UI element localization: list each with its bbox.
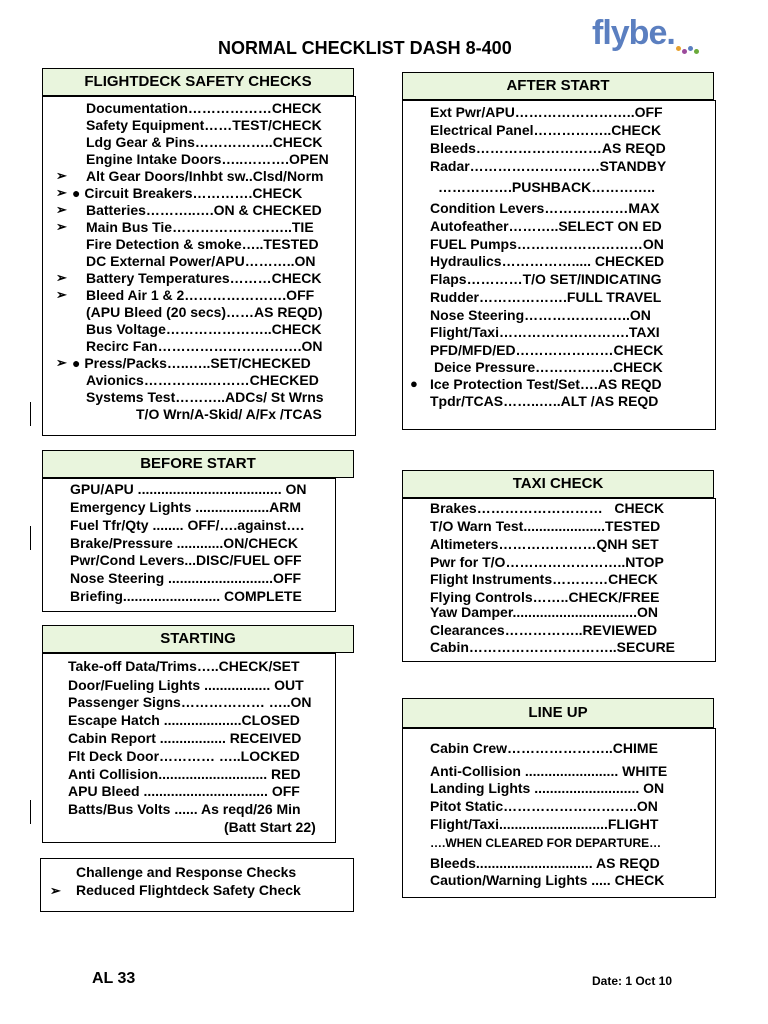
taxi-check-line: Yaw Damper................................ON xyxy=(430,604,658,620)
bullet-dot-icon: ● xyxy=(410,376,418,391)
arrow-bullet-icon: ➢ xyxy=(56,287,67,302)
taxi-check-line: Flying Controls……..CHECK/FREE xyxy=(430,589,660,605)
before-start-line: Brake/Pressure ............ON/CHECK xyxy=(70,535,298,551)
arrow-bullet-icon: ➢ xyxy=(56,270,67,285)
after-start-header: AFTER START xyxy=(402,72,714,100)
after-start-line: Radar……………………….STANDBY xyxy=(430,158,667,174)
starting-line: Anti Collision............................ RED xyxy=(68,766,301,782)
taxi-check-line: Altimeters…………………QNH SET xyxy=(430,536,659,552)
starting-line: Door/Fueling Lights ................. OUT xyxy=(68,677,304,693)
after-start-line: Flaps…………T/O SET/INDICATING xyxy=(430,271,662,287)
notes-line-2: Reduced Flightdeck Safety Check xyxy=(76,882,301,898)
taxi-check-header: TAXI CHECK xyxy=(402,470,714,498)
flightdeck-line: ● Press/Packs…..…..SET/CHECKED xyxy=(72,355,311,371)
before-start-line: Fuel Tfr/Qty ........ OFF/….against…. xyxy=(70,517,305,533)
flightdeck-line: Documentation………………CHECK xyxy=(86,100,322,116)
flightdeck-line: Fire Detection & smoke…..TESTED xyxy=(86,236,319,252)
starting-header: STARTING xyxy=(42,625,354,653)
arrow-bullet-icon: ➢ xyxy=(56,355,67,370)
before-start-line: Nose Steering ...........................OFF xyxy=(70,570,302,586)
line-up-line: Caution/Warning Lights ..... CHECK xyxy=(430,872,665,888)
logo-dot-2 xyxy=(682,49,687,54)
starting-line: Cabin Report ................. RECEIVED xyxy=(68,730,302,746)
flightdeck-line: Main Bus Tie……………………..TIE xyxy=(86,219,314,235)
after-start-line: Bleeds………………………AS REQD xyxy=(430,140,666,156)
taxi-check-line: Cabin…………………………..SECURE xyxy=(430,639,676,655)
after-start-line: Hydraulics……………..... CHECKED xyxy=(430,253,665,269)
starting-line: Take-off Data/Trims…..CHECK/SET xyxy=(68,658,300,674)
taxi-check-line: Brakes……………………… CHECK xyxy=(430,500,665,516)
flightdeck-line: Avionics…………..………CHECKED xyxy=(86,372,319,388)
flightdeck-line: T/O Wrn/A-Skid/ A/Fx /TCAS xyxy=(136,406,322,422)
after-start-line: PFD/MFD/ED…………………CHECK xyxy=(430,342,664,358)
logo-dot-1 xyxy=(676,46,681,51)
logo-dot-3 xyxy=(688,46,693,51)
footer-amendment: AL 33 xyxy=(92,970,136,987)
flightdeck-line: Bleed Air 1 & 2………………….OFF xyxy=(86,287,315,303)
arrow-bullet-icon: ➢ xyxy=(56,168,67,183)
taxi-check-line: T/O Warn Test.....................TESTED xyxy=(430,518,661,534)
page-title: NORMAL CHECKLIST DASH 8-400 xyxy=(218,38,512,58)
flightdeck-line: Alt Gear Doors/Inhbt sw..Clsd/Norm xyxy=(86,168,324,184)
line-up-line: Bleeds.............................. AS REQD xyxy=(430,855,660,871)
change-bar xyxy=(30,402,31,426)
taxi-check-line: Pwr for T/O……………………..NTOP xyxy=(430,554,664,570)
line-up-line: ….WHEN CLEARED FOR DEPARTURE… xyxy=(430,836,662,850)
flightdeck-line: Systems Test………..ADCs/ St Wrns xyxy=(86,389,324,405)
after-start-line: Condition Levers………………MAX xyxy=(430,200,660,216)
after-start-line: …………….PUSHBACK………….. xyxy=(438,179,656,195)
after-start-line: Nose Steering…………………..ON xyxy=(430,307,651,323)
flightdeck-line: Safety Equipment……TEST/CHECK xyxy=(86,117,322,133)
taxi-check-line: Flight Instruments…………CHECK xyxy=(430,571,658,587)
after-start-line: Ice Protection Test/Set….AS REQD xyxy=(430,376,662,392)
logo-dot: . xyxy=(666,14,675,52)
logo-text: flybe xyxy=(592,14,667,52)
after-start-line: Tpdr/TCAS……..…..ALT /AS REQD xyxy=(430,393,659,409)
before-start-line: Emergency Lights ...................ARM xyxy=(70,499,302,515)
change-bar xyxy=(30,800,31,824)
arrow-bullet-icon: ➢ xyxy=(56,219,67,234)
taxi-check-line: Clearances……………..REVIEWED xyxy=(430,622,658,638)
change-bar xyxy=(30,526,31,550)
flightdeck-line: (APU Bleed (20 secs)……AS REQD) xyxy=(86,304,323,320)
logo-dot-4 xyxy=(694,49,699,54)
after-start-line: Autofeather………..SELECT ON ED xyxy=(430,218,662,234)
flightdeck-line: Recirc Fan………………………….ON xyxy=(86,338,323,354)
starting-line: APU Bleed ................................ OFF xyxy=(68,783,300,799)
flightdeck-header: FLIGHTDECK SAFETY CHECKS xyxy=(42,68,354,96)
line-up-line: Cabin Crew…………………..CHIME xyxy=(430,740,658,756)
line-up-line: Anti-Collision ........................ WHITE xyxy=(430,763,668,779)
line-up-line: Landing Lights ........................... ON xyxy=(430,780,665,796)
flightdeck-line: Batteries………..….ON & CHECKED xyxy=(86,202,322,218)
after-start-line: Deice Pressure……………..CHECK xyxy=(434,359,663,375)
before-start-line: GPU/APU ..................................... ON xyxy=(70,481,307,497)
after-start-line: Flight/Taxi……………………….TAXI xyxy=(430,324,660,340)
flightdeck-line: ● Circuit Breakers………….CHECK xyxy=(72,185,303,201)
line-up-header: LINE UP xyxy=(402,698,714,728)
line-up-line: Pitot Static………………………..ON xyxy=(430,798,658,814)
flightdeck-line: Battery Temperatures………CHECK xyxy=(86,270,322,286)
notes-line-1: Challenge and Response Checks xyxy=(76,864,297,880)
before-start-header: BEFORE START xyxy=(42,450,354,478)
arrow-bullet-icon: ➢ xyxy=(56,185,67,200)
arrow-bullet-icon: ➢ xyxy=(56,202,67,217)
starting-line: Flt Deck Door………… …..LOCKED xyxy=(68,748,300,764)
after-start-line: Rudder……………….FULL TRAVEL xyxy=(430,289,662,305)
after-start-line: Electrical Panel……………..CHECK xyxy=(430,122,662,138)
notes-arrow: ➢ xyxy=(50,883,61,898)
starting-line: (Batt Start 22) xyxy=(224,819,316,835)
footer-date: Date: 1 Oct 10 xyxy=(592,974,673,988)
flybe-logo xyxy=(592,14,702,60)
before-start-line: Briefing......................... COMPLETE xyxy=(70,588,302,604)
starting-line: Passenger Signs……………… …..ON xyxy=(68,694,312,710)
flightdeck-line: Bus Voltage…………………..CHECK xyxy=(86,321,322,337)
after-start-line: Ext Pwr/APU……………………..OFF xyxy=(430,104,663,120)
flightdeck-line: DC External Power/APU………..ON xyxy=(86,253,316,269)
starting-line: Escape Hatch ....................CLOSED xyxy=(68,712,300,728)
after-start-line: FUEL Pumps………………………ON xyxy=(430,236,664,252)
flightdeck-line: Ldg Gear & Pins……………..CHECK xyxy=(86,134,323,150)
line-up-line: Flight/Taxi............................FLIGHT xyxy=(430,816,659,832)
flightdeck-line: Engine Intake Doors…..……….OPEN xyxy=(86,151,329,167)
before-start-line: Pwr/Cond Levers...DISC/FUEL OFF xyxy=(70,552,302,568)
starting-line: Batts/Bus Volts ...... As reqd/26 Min xyxy=(68,801,301,817)
